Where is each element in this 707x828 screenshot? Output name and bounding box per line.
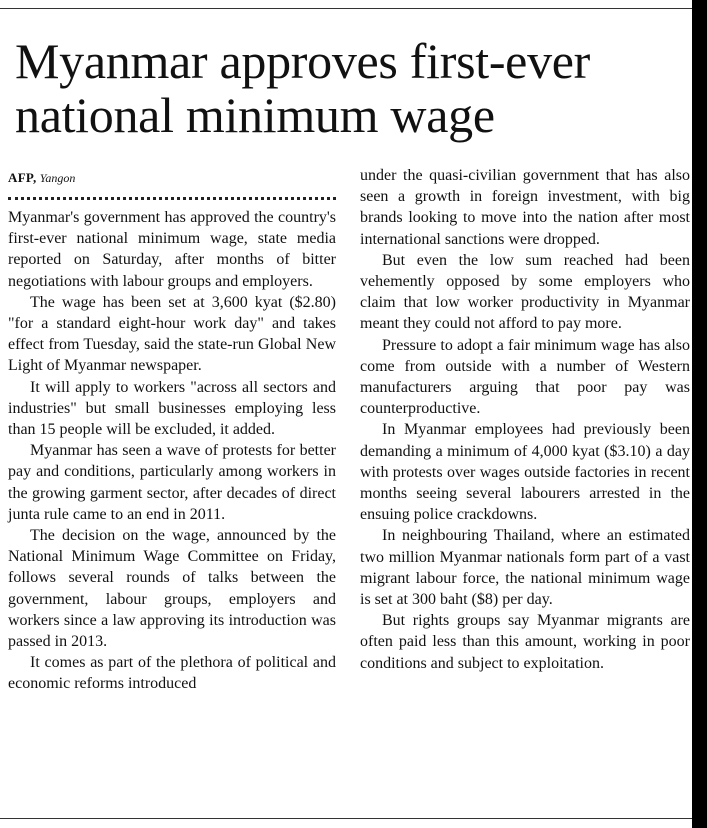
article-headline: Myanmar approves first-ever national minimum wage — [15, 33, 591, 143]
article-paragraph: Myanmar has seen a wave of protests for better pay and conditions, particularly among workers in the growing garment sector, after decades of direct junta rule came to an end in 2011. — [8, 442, 336, 523]
byline-location: Yangon — [39, 171, 76, 185]
bottom-rule — [0, 818, 692, 819]
article-paragraph: Pressure to adopt a fair minimum wage has also come from outside with a number of Western manufacturers arguing that poor pay was counterproductive. — [360, 336, 690, 418]
article-paragraph: The wage has been set at 3,600 kyat ($2.80) "for a standard eight-hour work day" and takes effect from Tuesday, said the state-run Global New Light of Myanmar newspaper. — [8, 293, 336, 375]
article-column-left — [8, 207, 336, 695]
article-paragraph: It will apply to workers "across all sectors and industries" but small businesses employing less than 15 people will be excluded, it added. — [8, 378, 336, 439]
byline-agency: AFP, — [8, 170, 37, 185]
article-column-right — [360, 165, 690, 674]
article-paragraph: It comes as part of the plethora of political and economic reforms introduced — [8, 654, 336, 693]
article-paragraph: In Myanmar employees had previously been demanding a minimum of 4,000 kyat ($3.10) a day with protests over wages outside factories in recent months seeing several labourers arrested in the ensuing police crackdowns. — [360, 421, 690, 524]
top-rule — [0, 8, 692, 9]
article-paragraph: But even the low sum reached had been vehemently opposed by some employers who claim that low worker productivity in Myanmar meant they could not afford to pay more. — [360, 251, 690, 333]
article-paragraph: Myanmar's government has approved the country's first-ever national minimum wage, state media reported on Saturday, after months of bitter negotiations with labour groups and employers. — [8, 209, 336, 290]
article-paragraph: The decision on the wage, announced by the National Minimum Wage Committee on Friday, follows several rounds of talks between the government, labour groups, employers and workers since a law approving its introduction was passed in 2013. — [8, 527, 336, 651]
byline — [8, 170, 75, 186]
article-paragraph: In neighbouring Thailand, where an estimated two million Myanmar nationals form part of a vast migrant labour force, the national minimum wage is set at 300 baht ($8) per day. — [360, 527, 690, 609]
article-paragraph: But rights groups say Myanmar migrants are often paid less than this amount, working in poor conditions and subject to exploitation. — [360, 612, 690, 672]
article-paragraph: under the quasi-civilian government that has also seen a growth in foreign investment, with big brands looking to move into the nation after most international sanctions were dropped. — [360, 167, 690, 248]
page-edge-bar — [692, 0, 707, 828]
byline-divider — [8, 197, 336, 200]
